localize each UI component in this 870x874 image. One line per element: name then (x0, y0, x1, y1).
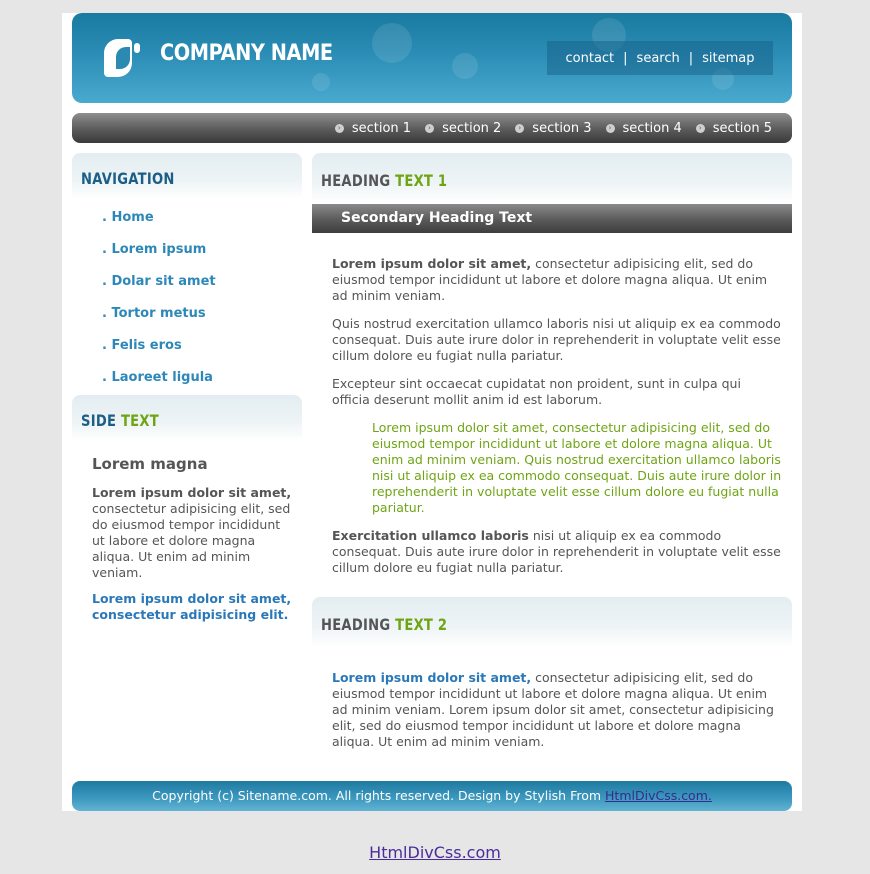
paragraph-4: Exercitation ullamco laboris nisi ut aliquip ex ea commodo consequat. Duis aute irure dolor in reprehenderit in voluptate velit esse cillum dolore eu fugiat nulla pariatur. (332, 528, 781, 575)
side-link[interactable]: Lorem ipsum dolor sit amet, consectetur adipisicing elit. (92, 591, 292, 622)
section-nav-item-5[interactable] (696, 121, 772, 136)
sidebar-item-felis-eros (102, 338, 216, 370)
heading-1: HEADING TEXT 1 (321, 171, 448, 190)
circle-arrow-icon: › (515, 124, 524, 133)
side-text-heading: SIDE TEXT (81, 411, 159, 430)
section-nav-item-3[interactable] (515, 121, 591, 136)
page-container (62, 13, 802, 811)
side-title: Lorem magna (92, 455, 208, 473)
section-nav-item-2[interactable] (425, 121, 501, 136)
sidebar-item-tortor-metus (102, 306, 216, 338)
sitemap-link[interactable]: sitemap (702, 50, 755, 66)
contact-link[interactable]: contact (565, 50, 615, 66)
sidebar-item-home (102, 210, 216, 242)
section-nav (72, 113, 792, 143)
header-decoration (312, 73, 330, 91)
circle-arrow-icon: › (335, 124, 344, 133)
section-label: section 3 (532, 120, 592, 136)
site-header (72, 13, 792, 103)
sidebar-item-dolar-sit-amet (102, 274, 216, 306)
section-label: section 5 (712, 120, 772, 136)
section-nav-item-1[interactable] (335, 121, 411, 136)
green-quote: Lorem ipsum dolor sit amet, consectetur adipisicing elit, sed do eiusmod tempor incididunt ut labore et dolore magna aliqua. Ut enim ad minim veniam. Quis nostrud exercitation ullamco laboris nisi ut aliquip ex ea commodo consequat. Duis aute irure dolor in reprehenderit in voluptate velit esse cillum dolore eu fugiat nulla pariatur. (372, 420, 782, 515)
secondary-heading: Secondary Heading Text (312, 204, 792, 233)
navigation-heading: NAVIGATION (81, 169, 175, 188)
paragraph-5: Lorem ipsum dolor sit amet, consectetur adipisicing elit, sed do eiusmod tempor incididunt ut labore et dolore magna aliqua. Ut enim ad minim veniam. Lorem ipsum dolor sit amet, consectetur adipisicing elit, sed do eiusmod tempor incididunt ut labore et dolore magna aliqua. Ut enim ad minim veniam. (332, 670, 774, 749)
section-label: section 2 (442, 120, 502, 136)
sidebar-nav (102, 210, 216, 402)
bottom-link-container (0, 843, 870, 862)
link-separator: | (688, 50, 694, 66)
search-link[interactable]: search (636, 50, 680, 66)
navigation-heading-box (72, 153, 302, 199)
sidebar-link-lorem-ipsum[interactable]: . Lorem ipsum (102, 242, 207, 257)
sidebar-link-felis-eros[interactable]: . Felis eros (102, 338, 182, 353)
site-footer (72, 781, 792, 811)
section-label: section 1 (351, 120, 412, 136)
sidebar-item-lorem-ipsum (102, 242, 216, 274)
heading-2-box (312, 597, 792, 647)
sidebar-link-tortor-metus[interactable]: . Tortor metus (102, 306, 206, 321)
section-label: section 4 (622, 120, 682, 136)
paragraph-3: Excepteur sint occaecat cupidatat non proident, sunt in culpa qui officia deserunt mollit anim id est laborum. (332, 376, 741, 407)
footer-copyright: Copyright (c) Sitename.com. All rights reserved. Design by Stylish From (152, 788, 606, 803)
header-decoration (372, 23, 412, 63)
heading-1-box (312, 153, 792, 203)
circle-arrow-icon: › (696, 124, 705, 133)
side-paragraph: Lorem ipsum dolor sit amet, consectetur adipisicing elit, sed do eiusmod tempor incididunt ut labore et dolore magna aliqua. Ut enim ad minim veniam. (92, 485, 292, 580)
company-name: COMPANY NAME (160, 41, 333, 66)
footer-link[interactable]: HtmlDivCss.com. (605, 788, 712, 803)
top-links (547, 41, 773, 75)
section-nav-item-4[interactable] (606, 121, 682, 136)
logo-dot (134, 43, 140, 53)
side-text-heading-box (72, 395, 302, 441)
sidebar-link-dolar-sit-amet[interactable]: . Dolar sit amet (102, 274, 216, 289)
paragraph-1: Lorem ipsum dolor sit amet, consectetur adipisicing elit, sed do eiusmod tempor incididunt ut labore et dolore magna aliqua. Ut enim ad minim veniam. (332, 256, 768, 303)
side-text-body (92, 455, 296, 623)
header-decoration (452, 53, 478, 79)
sidebar-link-laoreet-ligula[interactable]: . Laoreet ligula (102, 370, 213, 385)
htmldivcss-link[interactable]: HtmlDivCss.com (369, 843, 501, 862)
stylized-face-logo-icon (104, 39, 132, 77)
sidebar-link-home[interactable]: . Home (102, 210, 154, 225)
paragraph-2: Quis nostrud exercitation ullamco laboris nisi ut aliquip ex ea commodo consequat. Duis aute irure dolor in reprehenderit in voluptate velit esse cillum dolore eu fugiat nulla pariatur. (332, 316, 781, 363)
circle-arrow-icon: › (606, 124, 615, 133)
heading-2: HEADING TEXT 2 (321, 615, 448, 634)
circle-arrow-icon: › (425, 124, 434, 133)
link-separator: | (623, 50, 628, 66)
